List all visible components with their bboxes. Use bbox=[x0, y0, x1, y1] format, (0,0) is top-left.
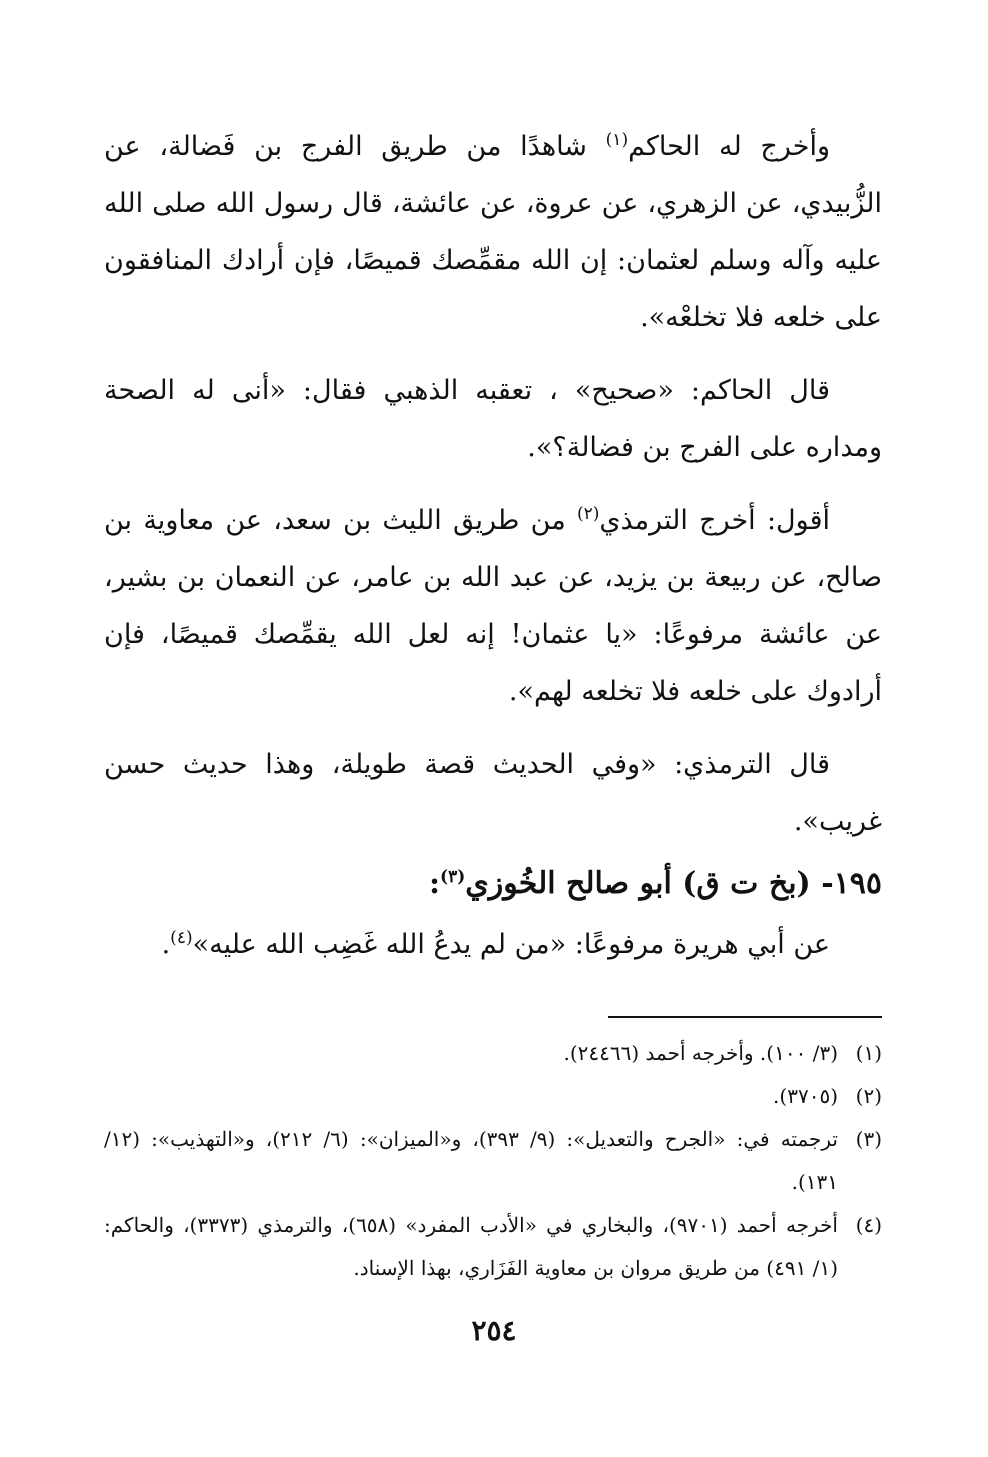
paragraph-text: قال الحاكم: «صحيح» ، تعقبه الذهبي فقال: «أنى له الصحة ومداره على الفرج بن فضالة؟». bbox=[104, 375, 882, 463]
entry-name: أبو صالح الخُوزي bbox=[465, 866, 672, 901]
entry-number: ١٩٥- bbox=[821, 866, 882, 901]
footnote-number: (٤) bbox=[855, 1213, 882, 1237]
footnote-text: (٣٧٠٥). bbox=[773, 1084, 838, 1108]
paragraph-text: شاهدًا من طريق الفرج بن فَضالة، عن الزُّبيدي، عن الزهري، عن عروة، عن عائشة، قال رسول الله صلى الله عليه وآله وسلم لعثمان: إن الله مقمِّصك قميصًا، فإن أرادك المنافقون على خلعه فلا تخلعْه». bbox=[104, 131, 882, 333]
footnote-text: أخرجه أحمد (٩٧٠١)، والبخاري في «الأدب المفرد» (٦٥٨)، والترمذي (٣٣٧٣)، والحاكم: (١/ ٤٩١) من طريق مروان بن معاوية الفَزَاري، بهذا الإسناد. bbox=[104, 1213, 838, 1280]
paragraph-text: عن أبي هريرة مرفوعًا: «من لم يدعُ الله غَضِب الله عليه» bbox=[192, 929, 830, 960]
footnote-separator bbox=[608, 1016, 882, 1018]
footnote-number: (٢) bbox=[855, 1084, 882, 1108]
footnote-text: ترجمته في: «الجرح والتعديل»: (٩/ ٣٩٣)، و«الميزان»: (٦/ ٢١٢)، و«التهذيب»: (١٢/ ١٣١). bbox=[104, 1127, 838, 1194]
paragraph-text: وأخرج له الحاكم bbox=[628, 131, 830, 162]
footnote-marker-1[interactable]: (١) bbox=[605, 130, 629, 150]
paragraph-text: أقول: أخرج الترمذي bbox=[599, 505, 831, 536]
footnote-marker-4[interactable]: (٤) bbox=[170, 928, 193, 948]
paragraph-hakim-verdict bbox=[104, 362, 882, 476]
footnote-4 bbox=[104, 1204, 882, 1290]
paragraph-hakim-narration bbox=[104, 118, 882, 346]
footnote-1 bbox=[104, 1032, 882, 1075]
entry-codes: (بخ ت ق) bbox=[682, 866, 811, 901]
footnote-text: (٣/ ١٠٠). وأخرجه أحمد (٢٤٤٦٦). bbox=[563, 1041, 838, 1065]
paragraph-text: . bbox=[161, 929, 171, 960]
entry-colon: : bbox=[428, 866, 441, 901]
footnote-number: (١) bbox=[855, 1041, 882, 1065]
footnote-3 bbox=[104, 1118, 882, 1204]
footnote-marker-2[interactable]: (٢) bbox=[576, 504, 600, 524]
entry-heading bbox=[104, 854, 882, 914]
paragraph-tirmidhi-narration bbox=[104, 492, 882, 720]
paragraph-text: قال الترمذي: «وفي الحديث قصة طويلة، وهذا حديث حسن غريب». bbox=[104, 749, 882, 837]
footnote-number: (٣) bbox=[855, 1127, 882, 1151]
main-text bbox=[104, 118, 882, 973]
page-number: ٢٥٤ bbox=[471, 1314, 517, 1347]
paragraph-tirmidhi-verdict bbox=[104, 736, 882, 850]
footnotes bbox=[104, 1032, 882, 1290]
entry-hadith bbox=[104, 916, 882, 973]
footnote-2 bbox=[104, 1075, 882, 1118]
paragraph-text: من طريق الليث بن سعد، عن معاوية بن صالح، عن ربيعة بن يزيد، عن عبد الله بن عامر، عن النعمان بن بشير، عن عائشة مرفوعًا: «يا عثمان! إنه لعل الله يقمِّصك قميصًا، فإن أرادوك على خلعه فلا تخلعه لهم». bbox=[104, 505, 882, 707]
footnote-marker-3[interactable]: (٣) bbox=[440, 867, 466, 887]
